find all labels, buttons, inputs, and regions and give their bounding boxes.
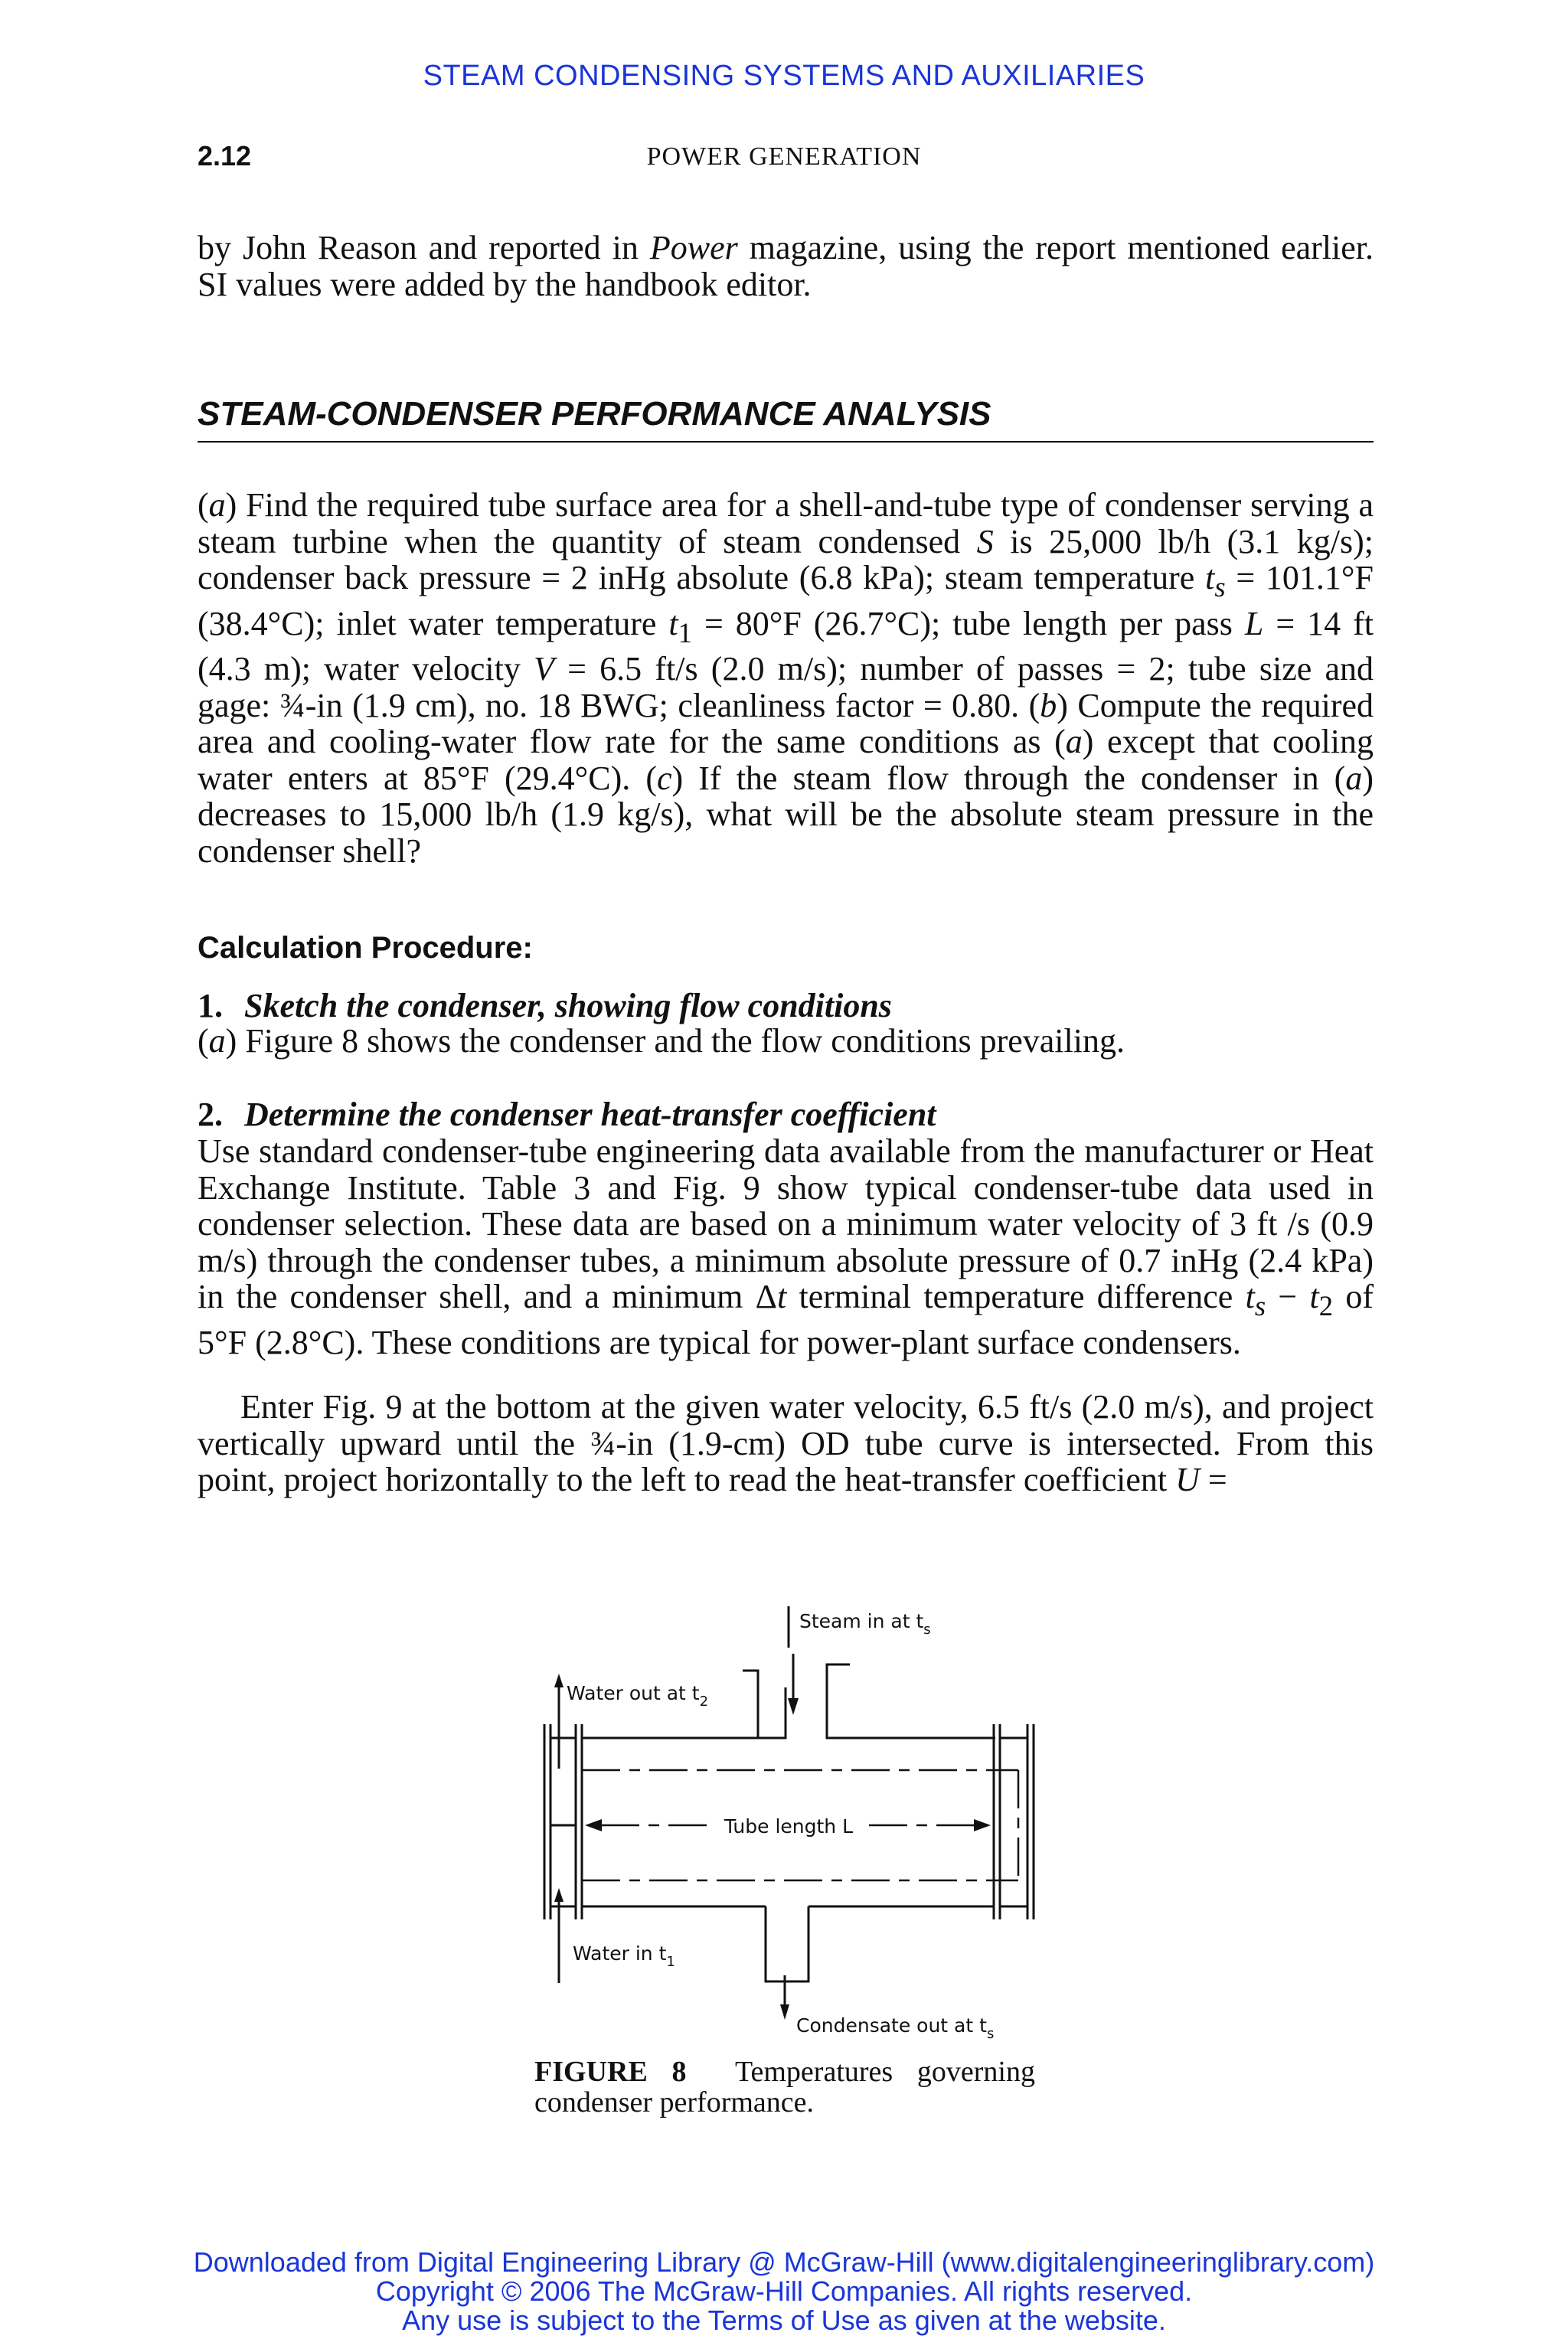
- magazine-name: Power: [649, 229, 738, 266]
- problem-text: = 80°F (26.7°C); tube length per pass: [691, 604, 1245, 642]
- var-S: S: [976, 522, 994, 560]
- condenser-sketch: [528, 1585, 1049, 2044]
- problem-text: = 6.5 ft/s (2.0 m/s); number of passes = 2; tube size and gage: ¾-in (1.9 cm), no. 18 BWG; cleanliness factor = 0.80. (: [198, 649, 1374, 724]
- water-in-label: Water in $t_1$: [573, 1942, 675, 1970]
- footer-copyright: Copyright © 2006 The McGraw-Hill Companies. All rights reserved.: [375, 2275, 1193, 2307]
- step-text: ) Figure 8 shows the condenser and the flow conditions prevailing.: [225, 1022, 1125, 1060]
- tube-length-arrow-right: [974, 1819, 991, 1831]
- var-t2-sub: 2: [1318, 1290, 1334, 1322]
- water-in-arrow-head: [554, 1888, 564, 1902]
- step-text: Enter Fig. 9 at the bottom at the given water velocity, 6.5 ft/s (2.0 m/s), and project vertically upward until the ¾-in (1.9-cm) OD tube curve is intersected. From this point, project horizontally to the left to read the heat-transfer coefficient: [198, 1388, 1374, 1499]
- step-text: =: [1199, 1461, 1227, 1499]
- problem-text: ) except that cooling water enters at 85°F (29.4°C). (: [198, 723, 1374, 797]
- step-1-text: (a) Figure 8 shows the condenser and the flow conditions prevailing.: [198, 1022, 1125, 1060]
- var-t2: t: [1309, 1278, 1319, 1316]
- step-number: 1.: [198, 987, 223, 1024]
- figure-caption: [534, 2056, 1035, 2118]
- problem-text: = 101.1°F (38.4°C); inlet water temperature: [198, 559, 1374, 642]
- water-out-label: Water out at $t_2$: [567, 1682, 709, 1710]
- problem-text: Find the required tube surface area for a shell-and-tube type of condenser serving a steam turbine when the quantity of steam condensed: [198, 486, 1374, 560]
- page-number: 2.12: [198, 140, 252, 172]
- intro-text: by John Reason and reported in: [198, 229, 650, 266]
- problem-text: is 25,000 lb/h (3.1 kg/s); condenser back pressure = 2 inHg absolute (6.8 kPa); steam temperature: [198, 522, 1374, 597]
- caption-text: condenser performance.: [534, 2086, 815, 2118]
- var-ts-sub: s: [1214, 570, 1226, 603]
- figure-label: FIGURE 8: [534, 2056, 687, 2088]
- step-2-paragraph-2: [198, 1389, 1374, 1498]
- steam-in-label: Steam in at $t_s$: [799, 1610, 931, 1638]
- var-U: U: [1175, 1461, 1200, 1499]
- step-text: terminal temperature difference: [786, 1278, 1246, 1316]
- var-ts: t: [1205, 559, 1215, 597]
- part-ref-a: a: [1065, 723, 1083, 761]
- var-t: t: [776, 1278, 787, 1316]
- steam-inlet-right-flange: [827, 1664, 850, 1687]
- step-text: of 5°F (2.8°C). These conditions are typical for power-plant surface condensers.: [198, 1278, 1374, 1361]
- step-title-text: Determine the condenser heat-transfer coefficient: [244, 1096, 936, 1133]
- problem-text: = 14 ft (4.3 m); water velocity: [198, 604, 1374, 688]
- part-label-a: a: [208, 1022, 226, 1060]
- minus-sign: −: [1266, 1278, 1310, 1316]
- section-heading: STEAM-CONDENSER PERFORMANCE ANALYSIS: [198, 395, 1374, 443]
- part-ref-a: a: [1345, 759, 1363, 797]
- condensate-arrow-head: [780, 2004, 789, 2020]
- book-title: POWER GENERATION: [646, 142, 922, 171]
- footer-download-notice: Downloaded from Digital Engineering Library @ McGraw-Hill (www.digitalengineeringlibrary.com): [193, 2246, 1375, 2278]
- step-2-title: [198, 1095, 936, 1134]
- part-label-a: a: [208, 486, 226, 524]
- var-t1-sub: 1: [678, 616, 692, 648]
- problem-text: ) If the steam flow through the condenser in (: [671, 759, 1346, 797]
- step-number: 2.: [198, 1096, 223, 1133]
- step-text: Use standard condenser-tube engineering data available from the manufacturer or Heat Exchange Institute. Table 3 and Fig. 9 show typical condenser-tube data used in condenser selection. These data are based on a minimum water velocity of 3 ft /s (0.9 m/s) through the condenser tubes, a minimum absolute pressure of 0.7 inHg (2.4 kPa) in the condenser shell, and a minimum Δ: [198, 1132, 1374, 1316]
- shell-top-right: [827, 1687, 995, 1738]
- calc-procedure-heading: Calculation Procedure:: [198, 931, 533, 965]
- running-head: STEAM CONDENSING SYSTEMS AND AUXILIARIES: [423, 60, 1145, 92]
- problem-statement: (a) Find the required tube surface area for a shell-and-tube type of condenser serving a steam turbine when the quantity of steam condensed S is 25,000 lb/h (3.1 kg/s); condenser back pressure = 2 inHg absolute (6.8 kPa); steam temperature $t_s = 101.1^\circ F$ (38.4°C); inlet water temperature $t_1 = 80^\circ F$ (26.7°C); tube length per pass L = 14 ft (4.3 m); water velocity V = 6.5 ft/s (2.0 m/s); number of passes = 2; tube size and gage: ¾-in (1.9 cm), no. 18 BWG; cleanliness factor = 0.80. (b) Compute the required area and cooling-water flow rate for the same conditions as (a) except that cooling water enters at 85°F (29.4°C). (c) If the steam flow through the condenser in (a) decreases to 15,000 lb/h (1.9 kg/s), what will be the absolute steam pressure in the condenser shell?: [198, 486, 1374, 870]
- tube-length-label: Tube length L: [724, 1815, 854, 1838]
- figure-8-condenser-diagram: [528, 1585, 1049, 2044]
- intro-paragraph: [198, 230, 1374, 302]
- var-L: L: [1244, 604, 1264, 642]
- var-V: V: [534, 649, 554, 688]
- step-2-paragraph-1: [198, 1133, 1374, 1361]
- problem-text: ) decreases to 15,000 lb/h (1.9 kg/s), what will be the absolute steam pressure in the condenser shell?: [198, 759, 1374, 870]
- part-label-c: c: [657, 759, 672, 797]
- var-ts: t: [1245, 1278, 1255, 1316]
- intro-text: magazine, using the report mentioned earlier. SI values were added by the handbook editor.: [198, 229, 1374, 303]
- tube-length-arrow-left: [585, 1819, 602, 1831]
- var-ts-sub: s: [1254, 1290, 1266, 1322]
- steam-arrow-head: [788, 1698, 799, 1715]
- water-out-arrow-head: [554, 1674, 564, 1687]
- water-outlet-leader: [743, 1671, 758, 1738]
- caption-text: Temperatures governing: [734, 2056, 1035, 2088]
- part-label-b: b: [1040, 686, 1057, 724]
- step-title-text: Sketch the condenser, showing flow conditions: [244, 987, 892, 1024]
- problem-text: ) Compute the required area and cooling-water flow rate for the same conditions as (: [198, 686, 1374, 761]
- shell-top-left-segment: [750, 1687, 786, 1738]
- condensate-out-label: Condensate out at $t_s$: [796, 2014, 995, 2042]
- step-1-title: [198, 986, 892, 1025]
- var-t1: t: [668, 604, 678, 642]
- footer-terms: Any use is subject to the Terms of Use as given at the website.: [402, 2305, 1166, 2336]
- hotwell: [766, 1906, 808, 1981]
